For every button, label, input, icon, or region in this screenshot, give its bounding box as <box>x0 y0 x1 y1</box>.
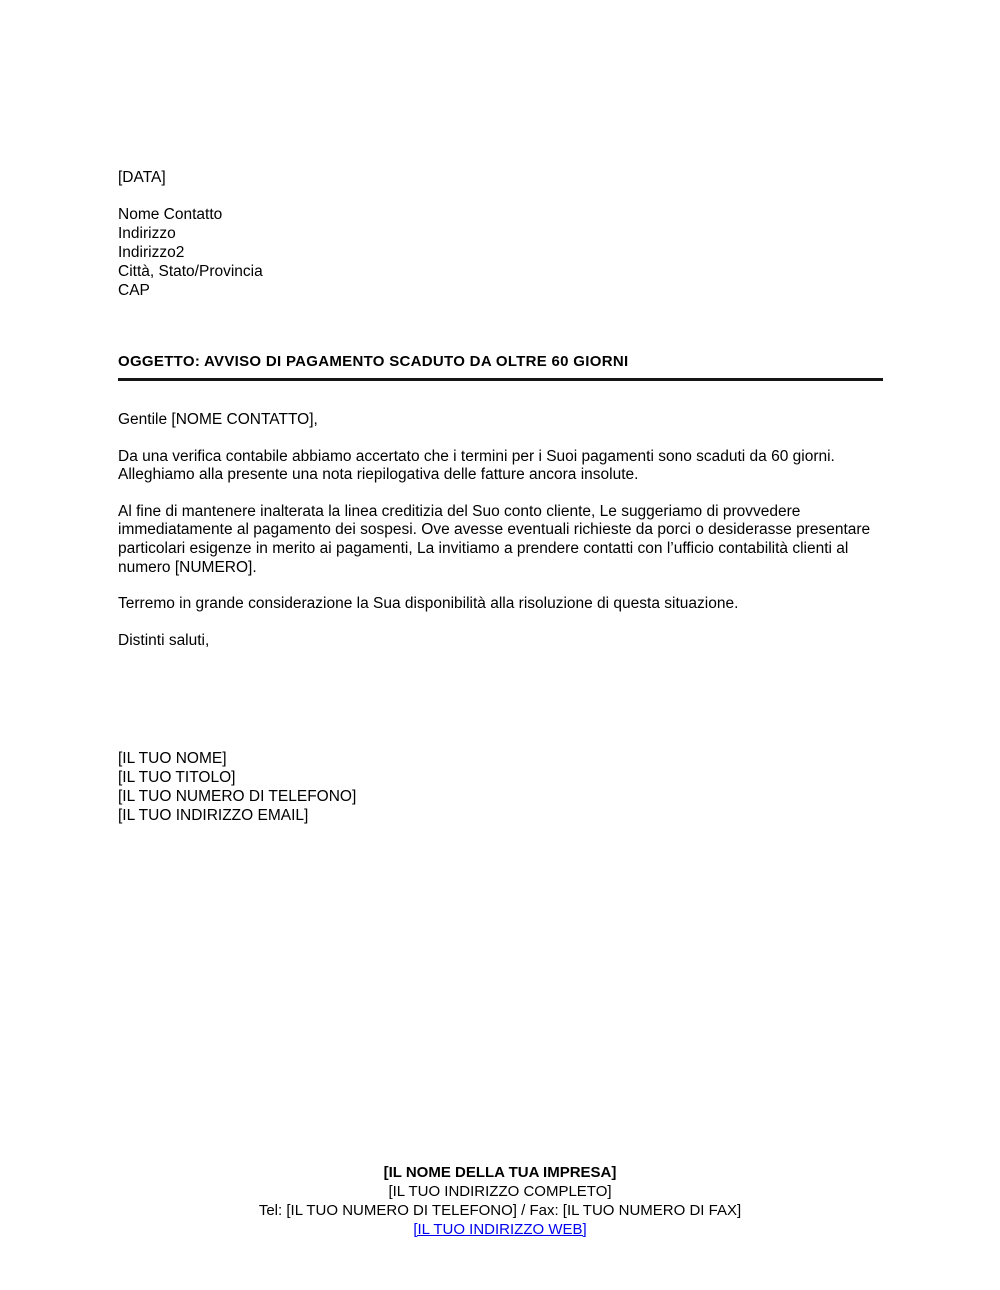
recipient-postal-code: CAP <box>118 282 150 299</box>
footer-phone-fax: Tel: [IL TUO NUMERO DI TELEFONO] / Fax: [IL TUO NUMERO DI FAX] <box>258 1202 742 1219</box>
subject-block <box>118 352 883 381</box>
sender-name: [IL TUO NOME] <box>118 750 227 767</box>
page-footer <box>0 1163 1000 1239</box>
recipient-name: Nome Contatto <box>118 206 223 223</box>
footer-address: [IL TUO INDIRIZZO COMPLETO] <box>388 1183 612 1200</box>
closing-line: Distinti saluti, <box>118 631 210 649</box>
body-paragraph-3: Terremo in grande considerazione la Sua disponibilità alla risoluzione di questa situazione. <box>118 595 739 613</box>
subject-divider-rule <box>118 378 883 381</box>
salutation: Gentile [NOME CONTATTO], <box>118 411 318 428</box>
recipient-address-2: Indirizzo2 <box>118 244 185 261</box>
signature-block <box>118 749 356 825</box>
footer-company-name: [IL NOME DELLA TUA IMPRESA] <box>383 1164 617 1181</box>
footer-website-link[interactable]: [IL TUO INDIRIZZO WEB] <box>413 1221 587 1238</box>
recipient-city-state: Città, Stato/Provincia <box>118 263 263 280</box>
recipient-address-block <box>118 205 263 300</box>
sender-title: [IL TUO TITOLO] <box>118 769 236 786</box>
body-paragraph-2: Al fine di mantenere inalterata la linea creditizia del Suo conto cliente, Le suggeriamo di provvedere immediatamente al pagamento dei sospesi. Ove avesse eventuali richieste da porci o desiderasse presentare particolari esigenze in merito ai pagamenti, La invitiamo a prendere contatti con l’ufficio contabilità clienti al numero [NUMERO]. <box>118 502 871 576</box>
sender-phone: [IL TUO NUMERO DI TELEFONO] <box>118 788 357 805</box>
sender-email: [IL TUO INDIRIZZO EMAIL] <box>118 807 309 824</box>
recipient-address-1: Indirizzo <box>118 225 176 242</box>
subject-line: OGGETTO: AVVISO DI PAGAMENTO SCADUTO DA OLTRE 60 GIORNI <box>118 353 629 370</box>
letter-body <box>118 411 883 668</box>
date-field: [DATA] <box>118 169 166 186</box>
body-paragraph-1: Da una verifica contabile abbiamo accertato che i termini per i Suoi pagamenti sono scaduti da 60 giorni. Alleghiamo alla presente una nota riepilogativa delle fatture ancora insolute. <box>118 447 835 484</box>
